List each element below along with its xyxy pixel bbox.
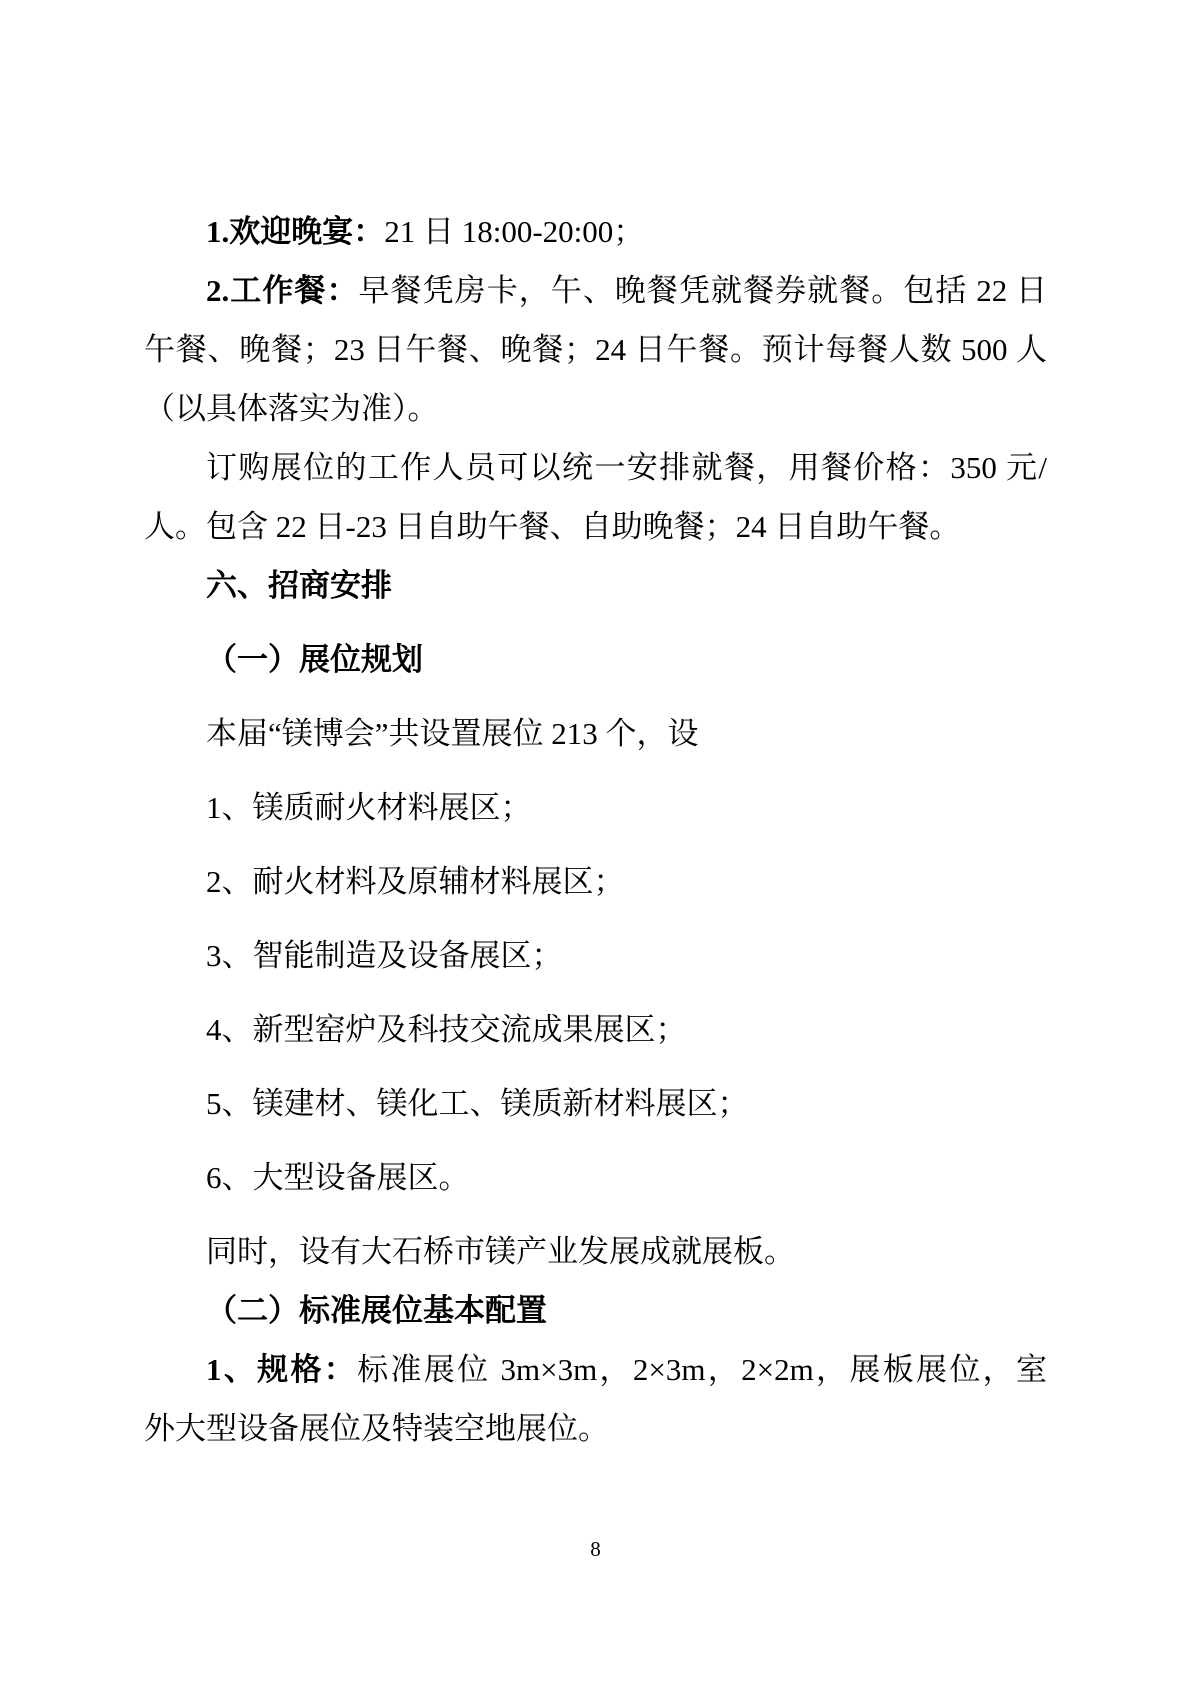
bold-lead-text: 六、招商安排 — [206, 568, 392, 603]
para-work-meals — [144, 261, 1047, 438]
list-item-zone-4 — [144, 1000, 1047, 1059]
body-text: 4、新型窑炉及科技交流成果展区； — [206, 1012, 687, 1047]
text-line — [144, 261, 1047, 320]
body-text: 1、镁质耐火材料展区； — [206, 790, 532, 825]
text-line — [144, 379, 1047, 438]
body-text: 21 日 18:00-20:00； — [384, 214, 645, 249]
body-text: 人。包含 22 日-23 日自助午餐、自助晚餐；24 日自助午餐。 — [144, 509, 961, 544]
text-line — [144, 852, 1047, 911]
page-number: 8 — [590, 1537, 601, 1561]
text-line — [144, 704, 1047, 763]
bold-lead-text: 2.工作餐： — [206, 273, 359, 308]
list-item-zone-5 — [144, 1074, 1047, 1133]
text-line — [144, 1074, 1047, 1133]
body-text: 本届“镁博会”共设置展位 213 个，设 — [206, 716, 699, 751]
body-text: 午餐、晚餐；23 日午餐、晚餐；24 日午餐。预计每餐人数 500 人 — [144, 332, 1047, 367]
text-line — [144, 438, 1047, 497]
body-text: 3、智能制造及设备展区； — [206, 938, 563, 973]
para-exhibition-boards — [144, 1222, 1047, 1281]
heading-booth-planning — [144, 630, 1047, 689]
para-welcome-banquet — [144, 202, 1047, 261]
text-line — [144, 1222, 1047, 1281]
text-line — [144, 556, 1047, 615]
text-line — [144, 1399, 1047, 1458]
body-text: 标准展位 3m×3m，2×3m，2×2m，展板展位，室 — [357, 1352, 1048, 1387]
bold-lead-text: （二）标准展位基本配置 — [206, 1293, 547, 1328]
list-item-zone-3 — [144, 926, 1047, 985]
list-item-zone-6 — [144, 1148, 1047, 1207]
text-line — [144, 778, 1047, 837]
body-text: 早餐凭房卡，午、晚餐凭就餐券就餐。包括 22 日 — [358, 273, 1048, 308]
text-line — [144, 1340, 1047, 1399]
text-line — [144, 320, 1047, 379]
para-booth-staff-meals — [144, 438, 1047, 556]
heading-section-six-investment-arrangement — [144, 556, 1047, 615]
bold-lead-text: 1、规格： — [206, 1352, 358, 1387]
body-text: 6、大型设备展区。 — [206, 1160, 470, 1195]
document-body — [144, 202, 1047, 1458]
para-booth-overview — [144, 704, 1047, 763]
text-line — [144, 1148, 1047, 1207]
text-line — [144, 497, 1047, 556]
text-line — [144, 202, 1047, 261]
body-text: 外大型设备展位及特装空地展位。 — [144, 1411, 609, 1446]
text-line — [144, 1281, 1047, 1340]
text-line — [144, 630, 1047, 689]
para-booth-specs — [144, 1340, 1047, 1458]
body-text: 5、镁建材、镁化工、镁质新材料展区； — [206, 1086, 749, 1121]
bold-lead-text: （一）展位规划 — [206, 642, 423, 677]
heading-standard-booth-config — [144, 1281, 1047, 1340]
text-line — [144, 1000, 1047, 1059]
body-text: （以具体落实为准）。 — [144, 391, 439, 426]
list-item-zone-1 — [144, 778, 1047, 837]
list-item-zone-2 — [144, 852, 1047, 911]
bold-lead-text: 1.欢迎晚宴： — [206, 214, 385, 249]
text-line — [144, 926, 1047, 985]
body-text: 2、耐火材料及原辅材料展区； — [206, 864, 625, 899]
body-text: 订购展位的工作人员可以统一安排就餐，用餐价格：350 元/ — [206, 450, 1047, 485]
body-text: 同时，设有大石桥市镁产业发展成就展板。 — [206, 1234, 795, 1269]
